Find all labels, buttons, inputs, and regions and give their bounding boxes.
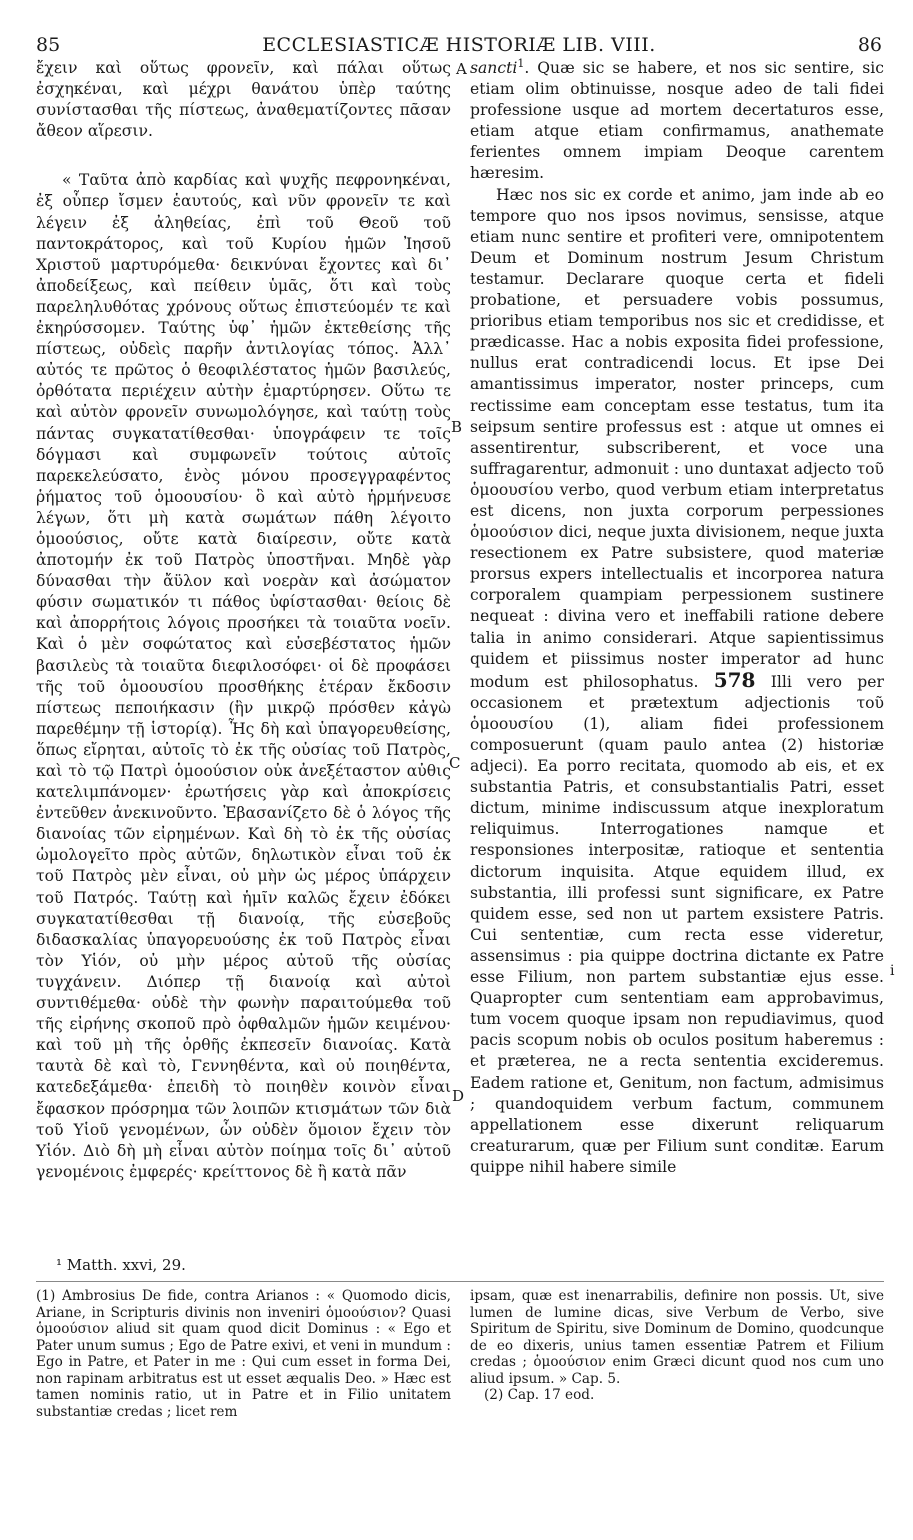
running-title: ECCLESIASTICÆ HISTORIÆ LIB. VIII. [262,34,656,56]
footnote-right-column [470,1288,884,1404]
margin-letter-c: C [449,754,461,772]
latin-paragraph-2a: Hæc nos sic ex corde et animo, jam inde ab eo tempore quo nos ipsos novimus, sensisse, atque etiam nunc sentire et profiteri vere, omnipotentem Deum et Dominum nostrum Jesum Christum testamur. Declarare quoque certa et fideli probatione, et persuadere vobis possumus, prioribus etiam temporibus nos sic et credidisse, et prædicasse. Hac a nobis exposita fidei professione, nullus erat contradicendi locus. Et ipse Dei amantissimus imperator, noster princeps, cum rectissime eam conceptam esse testatus, tum ita seipsum sentire professus est : atque ut omnes ei assentirentur, subscriberent, et voce una suffragarentur, admonuit : uno duntaxat adjecto τοῦ ὁμοουσίου verbo, quod verbum etiam interpretatus est dicens, non juxta corporum perpessiones ὁμοούσιον dici, neque juxta divisionem, neque juxta resectionem ex Patre subsistere, quod materiæ prorsus expers intellectualis et incorporea natura corporalem quampiam perpessionem sustinere nequeat : divina vero et ineffabili ratione debere talia in animo considerari. Atque sapientissimus quidem et piissimus noster imperator ad hunc modum est philosophatus. [470,185,884,691]
greek-paragraph-2: « Ταῦτα ἀπὸ καρδίας καὶ ψυχῆς πεφρονηκέναι, ἐξ οὗπερ ἴσμεν ἑαυτούς, καὶ νῦν φρονεῖν τε καὶ λέγειν ἐξ ἀληθείας, ἐπὶ τοῦ Θεοῦ τοῦ παντοκράτορος, καὶ τοῦ Κυρίου ἡμῶν Ἰησοῦ Χριστοῦ μαρτυρόμεθα· δεικνύναι ἔχοντες καὶ δι᾽ ἀποδείξεως, καὶ πείθειν ὑμᾶς, ὅτι καὶ τοὺς παρεληλυθότας χρόνους οὕτως ἐπιστεύομέν τε καὶ ἐκηρύσσομεν. Ταύτης ὑφ᾽ ἡμῶν ἐκτεθείσης τῆς πίστεως, οὐδεὶς παρῆν ἀντιλογίας τόπος. Ἀλλ᾽ αὐτός τε πρῶτος ὁ θεοφιλέστατος ἡμῶν βασιλεύς, ὀρθότατα περιέχειν αὐτὴν ἐμαρτύρησεν. Οὕτω τε καὶ αὐτὸν φρονεῖν συνωμολόγησε, καὶ ταύτῃ τοὺς πάντας συγκατατίθεσθαι· ὑπογράφειν τε τοῖς δόγμασι καὶ συμφωνεῖν τούτοις αὐτοῖς παρεκελεύσατο, ἑνὸς μόνου προσεγγραφέντος ῥήματος τοῦ ὁμοουσίου· ὃ καὶ αὐτὸ ἡρμήνευσε λέγων, ὅτι μὴ κατὰ σωμάτων πάθη λέγοιτο ὁμοούσιος, οὔτε κατὰ διαίρεσιν, οὔτε κατὰ ἀποτομήν ἐκ τοῦ Πατρὸς ὑποστῆναι. Μηδὲ γὰρ δύνασθαι τὴν ἄϋλον καὶ νοερὰν καὶ ἀσώματον φύσιν σωματικόν τι πάθος ὑφίστασθαι· θείοις δὲ καὶ ἀπορρήτοις λόγοις προσήκει τὰ τοιαῦτα νοεῖν. Καὶ ὁ μὲν σοφώτατος καὶ εὐσεβέστατος ἡμῶν βασιλεὺς τὰ τοιαῦτα διεφιλοσόφει· οἱ δὲ προφάσει τῆς τοῦ ὁμοουσίου προσθήκης ἑτέραν ἔκδοσιν πίστεως πεποιήκασιν (ἣν μικρῷ πρόσθεν κἀγὼ παρεθέμην τῇ ἱστορίᾳ). Ἧς δὴ καὶ ὑπαγορευθείσης, ὅπως εἴρηται, αὐτοῖς τὸ ἐκ τῆς οὐσίας τοῦ Πατρὸς, καὶ τὸ τῷ Πατρὶ ὁμοούσιον οὐκ ἀνεξέταστον αὐθις κατελιμπάνομεν· ἐρωτήσεις γὰρ καὶ ἀποκρίσεις ἐντεῦθεν ἀνεκινοῦντο. Ἐβασανίζετο δὲ ὁ λόγος τῆς διανοίας τῶν εἰρημένων. Καὶ δὴ τὸ ἐκ τῆς οὐσίας ὡμολογεῖτο πρὸς αὐτῶν, δηλωτικὸν εἶναι τοῦ ἐκ τοῦ Πατρὸς μὲν εἶναι, οὐ μὴν ὡς μέρος ὑπάρχειν τοῦ Πατρός. Ταύτῃ καὶ ἡμῖν καλῶς ἔχειν ἐδόκει συγκατατίθεσθαι τῇ διανοίᾳ, τῆς εὐσεβοῦς διδασκαλίας ὑπαγορευούσης ἐκ τοῦ Πατρὸς εἶναι τὸν Υἱόν, οὐ μὴν μέρος αὐτοῦ τῆς οὐσίας τυγχάνειν. Διόπερ τῇ διανοίᾳ καὶ αὐτοὶ συντιθέμεθα· οὐδὲ τὴν φωνὴν παραιτούμεθα τοῦ τῆς εἰρήνης σκοποῦ πρὸ ὀφθαλμῶν ἡμῶν κειμένου· καὶ τοῦ μὴ τῆς ὀρθῆς ἐκπεσεῖν διανοίας. Κατὰ ταυτὰ δὲ καὶ τὸ, Γεννηθέντα, καὶ οὐ ποιηθέντα, κατεδεξάμεθα· ἐπειδὴ τὸ ποιηθὲν κοινὸν εἶναι ἔφασκον πρόσρημα τῶν λοιπῶν κτισμάτων τῶν διὰ τοῦ Υἱοῦ γενομένων, ὧν οὐδὲν ὅμοιον ἔχειν τὸν Υἱόν. Διὸ δὴ μὴ εἶναι αὐτὸν ποίημα τοῖς δι᾽ αὐτοῦ γενομένοις ἐμφερές· κρείττονος δὲ ἢ κατὰ πᾶν [36,171,451,1181]
right-page-number: 86 [857,34,882,56]
paragraph-gap [36,142,451,170]
footnote-2: (2) Cap. 17 eod. [484,1387,595,1403]
latin-paragraph-2 [470,185,884,1178]
running-header [36,34,882,60]
footnote-rule [36,1281,884,1282]
latin-paragraph-1 [470,58,884,185]
margin-letter-b: B [451,418,463,436]
scripture-footnote: ¹ Matth. xxvi, 29. [56,1256,186,1274]
latin-column [470,58,884,1178]
greek-column [36,58,451,1183]
footnote-left-column [36,1288,451,1420]
footnote-superscript: 1 [517,56,525,70]
margin-letter-i: i [890,963,895,979]
column-number: 578 [713,667,756,692]
greek-paragraph-1: ἔχειν καὶ οὕτως φρονεῖν, καὶ πάλαι οὕτως ἐσχηκέναι, καὶ μέχρι θανάτου ὑπὲρ ταύτης συνίστασθαι τῆς πίστεως, ἀναθεματίζοντες πᾶσαν ἄθεον αἵρεσιν. [36,59,451,141]
latin-paragraph-1-text: . Quæ sic se habere, et nos sic sentire, sic etiam olim obtinuisse, nosque adeo de tali fidei professione usque ad mortem decertaturos esse, etiam atque etiam confirmamus, anathemate ferientes omnem impiam Deoque carentem hæresim. [470,59,884,183]
footnote-1-continued: ipsam, quæ est inenarrabilis, definire non possis. Ut, sive lumen de lumine dicas, sive Verbum de Verbo, sive Spiritum de Spiritu, sive Dominum de Domino, quodcunque de eo dixeris, unius tamen essentiæ Patrem et Filium credas ; ὁμοούσιον enim Græci dicunt quod nos cum uno aliud ipsum. » Cap. 5. [470,1288,884,1387]
footnote-1: (1) Ambrosius De fide, contra Arianos : « Quomodo dicis, Ariane, in Scripturis divinis non inveniri ὁμοούσιον? Quasi ὁμοούσιον aliud sit quam quod dicit Dominus : « Ego et Pater unum sumus ; Ego de Patre exivi, et veni in mundum : Ego in Patre, et Pater in me : Qui cum esset in forma Dei, non rapinam arbitratus est ut esset æqualis Deo. » Hæc est tamen nominis ratio, ut in Patre et in Filio unitatem substantiæ credas ; licet rem [36,1288,451,1420]
latin-paragraph-2b: Illi vero per occasionem et prætextum adjectionis τοῦ ὁμοουσίου (1), aliam fidei professionem composuerunt (quam paulo antea (2) historiæ adjeci). Ea porro recitata, quomodo ab eis, et ex substantia Patris, et consubstantialis Patri, esset dictum, minime indiscussum atque inexploratum reliquimus. Interrogationes namque et responsiones interpositæ, ratioque et sententia dictorum inquisita. Atque equidem illud, ex substantia, illi professi sunt significare, ex Patre quidem esse, sed non ut partem exsistere Patris. Cui sententiæ, cum recta esse videretur, assensimus : pia quippe doctrina dictante ex Patre esse Filium, non partem substantiæ ejus esse. Quapropter cum sententiam eam approbavimus, tum vocem quoque ipsam non repudiavimus, quod pacis scopum nobis ob oculos positum haberemus : et præterea, ne a recta sententia excideremus. Eadem ratione et, Genitum, non factum, admisimus ; quandoquidem verbum factum, communem appellationem esse dixerunt reliquarum creaturarum, quæ per Filium sunt conditæ. Earum quippe nihil habere simile [470,672,884,1176]
margin-letter-a: A [456,60,467,78]
latin-sancti: sancti [470,59,518,77]
left-page-number: 85 [36,34,61,56]
margin-letter-d: D [452,1087,465,1105]
